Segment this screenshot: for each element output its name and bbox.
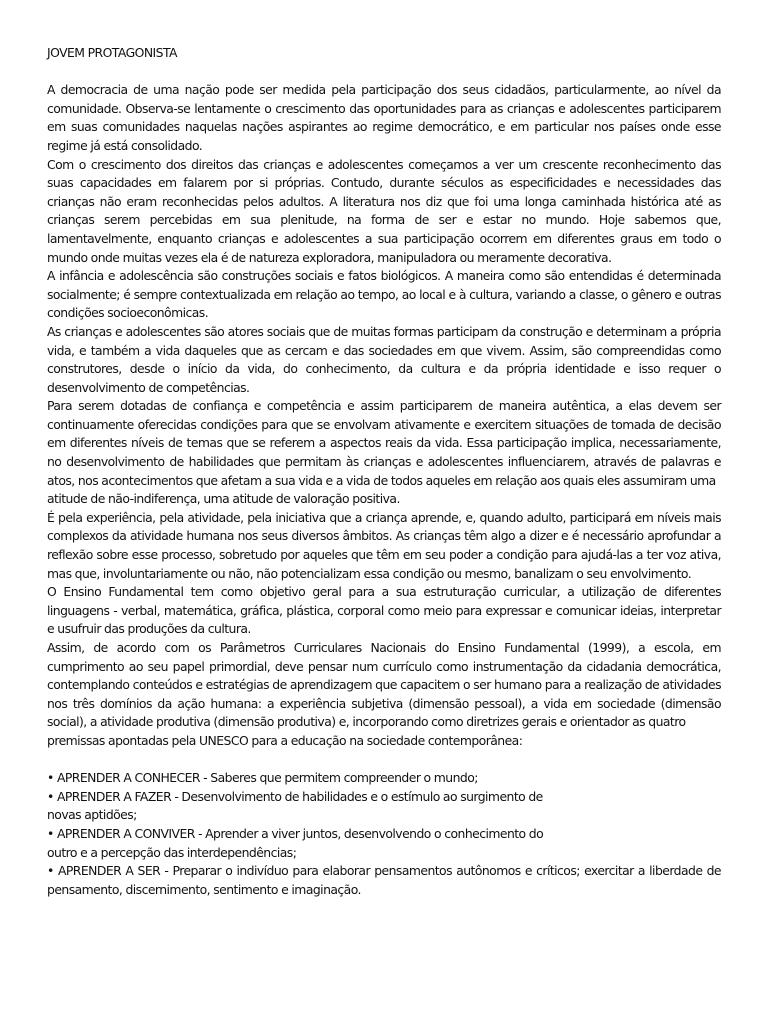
bullet-aprender-fazer-cont: novas aptidões; <box>47 807 137 823</box>
bullet-aprender-conviver: • APRENDER A CONVIVER - Aprender a viver juntos, desenvolvendo o conhecimento do <box>47 825 544 841</box>
spacer <box>47 751 721 770</box>
paragraph-confianca-end: atitude de não-indiferença, uma atitude de valoração positiva. <box>47 491 400 507</box>
bullet-aprender-fazer: • APRENDER A FAZER - Desenvolvimento de habilidades e o estímulo ao surgimento de <box>47 788 543 804</box>
bullet-aprender-ser: • APRENDER A SER - Preparar o indivíduo para elaborar pensamentos autônomos e críticos; exercitar a liberdade de pensamento, discernimento, sentimento e imaginação. <box>47 863 721 897</box>
paragraph-infancia: A infância e adolescência são construções sociais e fatos biológicos. A maneira como são entendidas é determinada socialmente; é sempre contextualizada em relação ao tempo, ao local e à cultura, variando a classe, o gênero e outras condições socioeconômicas. <box>47 268 721 321</box>
paragraph-atores-sociais: As crianças e adolescentes são atores sociais que de muitas formas participam da construção e determinam a própria vida, e também a vida daqueles que as cercam e das sociedades em que vivem. Assim, são compreendidas como construtores, desde o início da vida, do conhecimento, da cultura e da própria identidade e isso requer o desenvolvimento de competências. <box>47 323 721 395</box>
paragraph-ensino-fundamental: O Ensino Fundamental tem como objetivo geral para a sua estruturação curricular, a utilização de diferentes linguagens - verbal, matemática, gráfica, plástica, corporal como meio para expressar e comunicar ideias, interpretar e usufruir das produções da cultura. <box>47 584 721 637</box>
bullet-aprender-conviver-cont: outro e a percepção das interdependências; <box>47 844 297 860</box>
document-page <box>47 44 721 899</box>
document-title: JOVEM PROTAGONISTA <box>47 45 177 60</box>
paragraph-parametros: Assim, de acordo com os Parâmetros Curriculares Nacionais do Ensino Fundamental (1999), a escola, em cumprimento ao seu papel primordial, deve pensar num currículo como instrumentação da cidadania democrática, contemplando conteúdos e estratégias de aprendizagem que capacitem o ser humano para a realização de atividades nos três domínios da ação humana: a experiência subjetiva (dimensão pessoal), a vida em sociedade (dimensão social), a atividade produtiva (dimensão produtiva) e, incorporando como diretrizes gerais e orientador as quatro <box>47 640 721 730</box>
paragraph-direitos: Com o crescimento dos direitos das crianças e adolescentes começamos a ver um crescente reconhecimento das suas capacidades em falarem por si próprias. Contudo, durante séculos as especificidades e necessidades das crianças não eram reconhecidas pelos adultos. A literatura nos diz que foi uma longa caminhada histórica até as crianças serem percebidas em sua plenitude, na forma de ser e estar no mundo. Hoje sabemos que, lamentavelmente, enquanto crianças e adolescentes a sua participação ocorrem em diferentes graus em todo o mundo onde muitas vezes ela é de natureza exploradora, manipuladora ou meramente decorativa. <box>47 156 721 265</box>
paragraph-democracia: A democracia de uma nação pode ser medida pela participação dos seus cidadãos, particularmente, ao nível da comunidade. Observa-se lentamente o crescimento das oportunidades para as crianças e adolescentes participarem em suas comunidades naquelas nações aspirantes ao regime democrático, e em particular nos países onde esse regime já está consolidado. <box>47 82 721 153</box>
paragraph-confianca: Para serem dotadas de confiança e competência e assim participarem de maneira autêntica, a elas devem ser continuamente oferecidas condições para que se envolvam ativamente e exercitem situações de tomada de decisão em diferentes níveis de temas que se referem a aspectos reais da vida. Essa participação implica, necessariamente, no desenvolvimento de habilidades que permitam às crianças e adolescentes influenciarem, através de palavras e atos, nos acontecimentos que afetam a sua vida e a vida de todos aqueles em relação aos quais eles assumiram uma <box>47 398 721 488</box>
paragraph-experiencia: É pela experiência, pela atividade, pela iniciativa que a criança aprende, e, quando adulto, participará em níveis mais complexos da atividade humana nos seus diversos âmbitos. As crianças têm algo a dizer e é necessário aprofundar a reflexão sobre esse processo, sobretudo por aqueles que têm em seu poder a condição para ajudá-las a ter voz ativa, mas que, involuntariamente ou não, não potencializam essa condição ou mesmo, banalizam o seu envolvimento. <box>47 509 721 581</box>
bullet-aprender-conhecer: • APRENDER A CONHECER - Saberes que permitem compreender o mundo; <box>47 770 478 786</box>
paragraph-premissas: premissas apontadas pela UNESCO para a educação na sociedade contemporânea: <box>47 732 523 748</box>
